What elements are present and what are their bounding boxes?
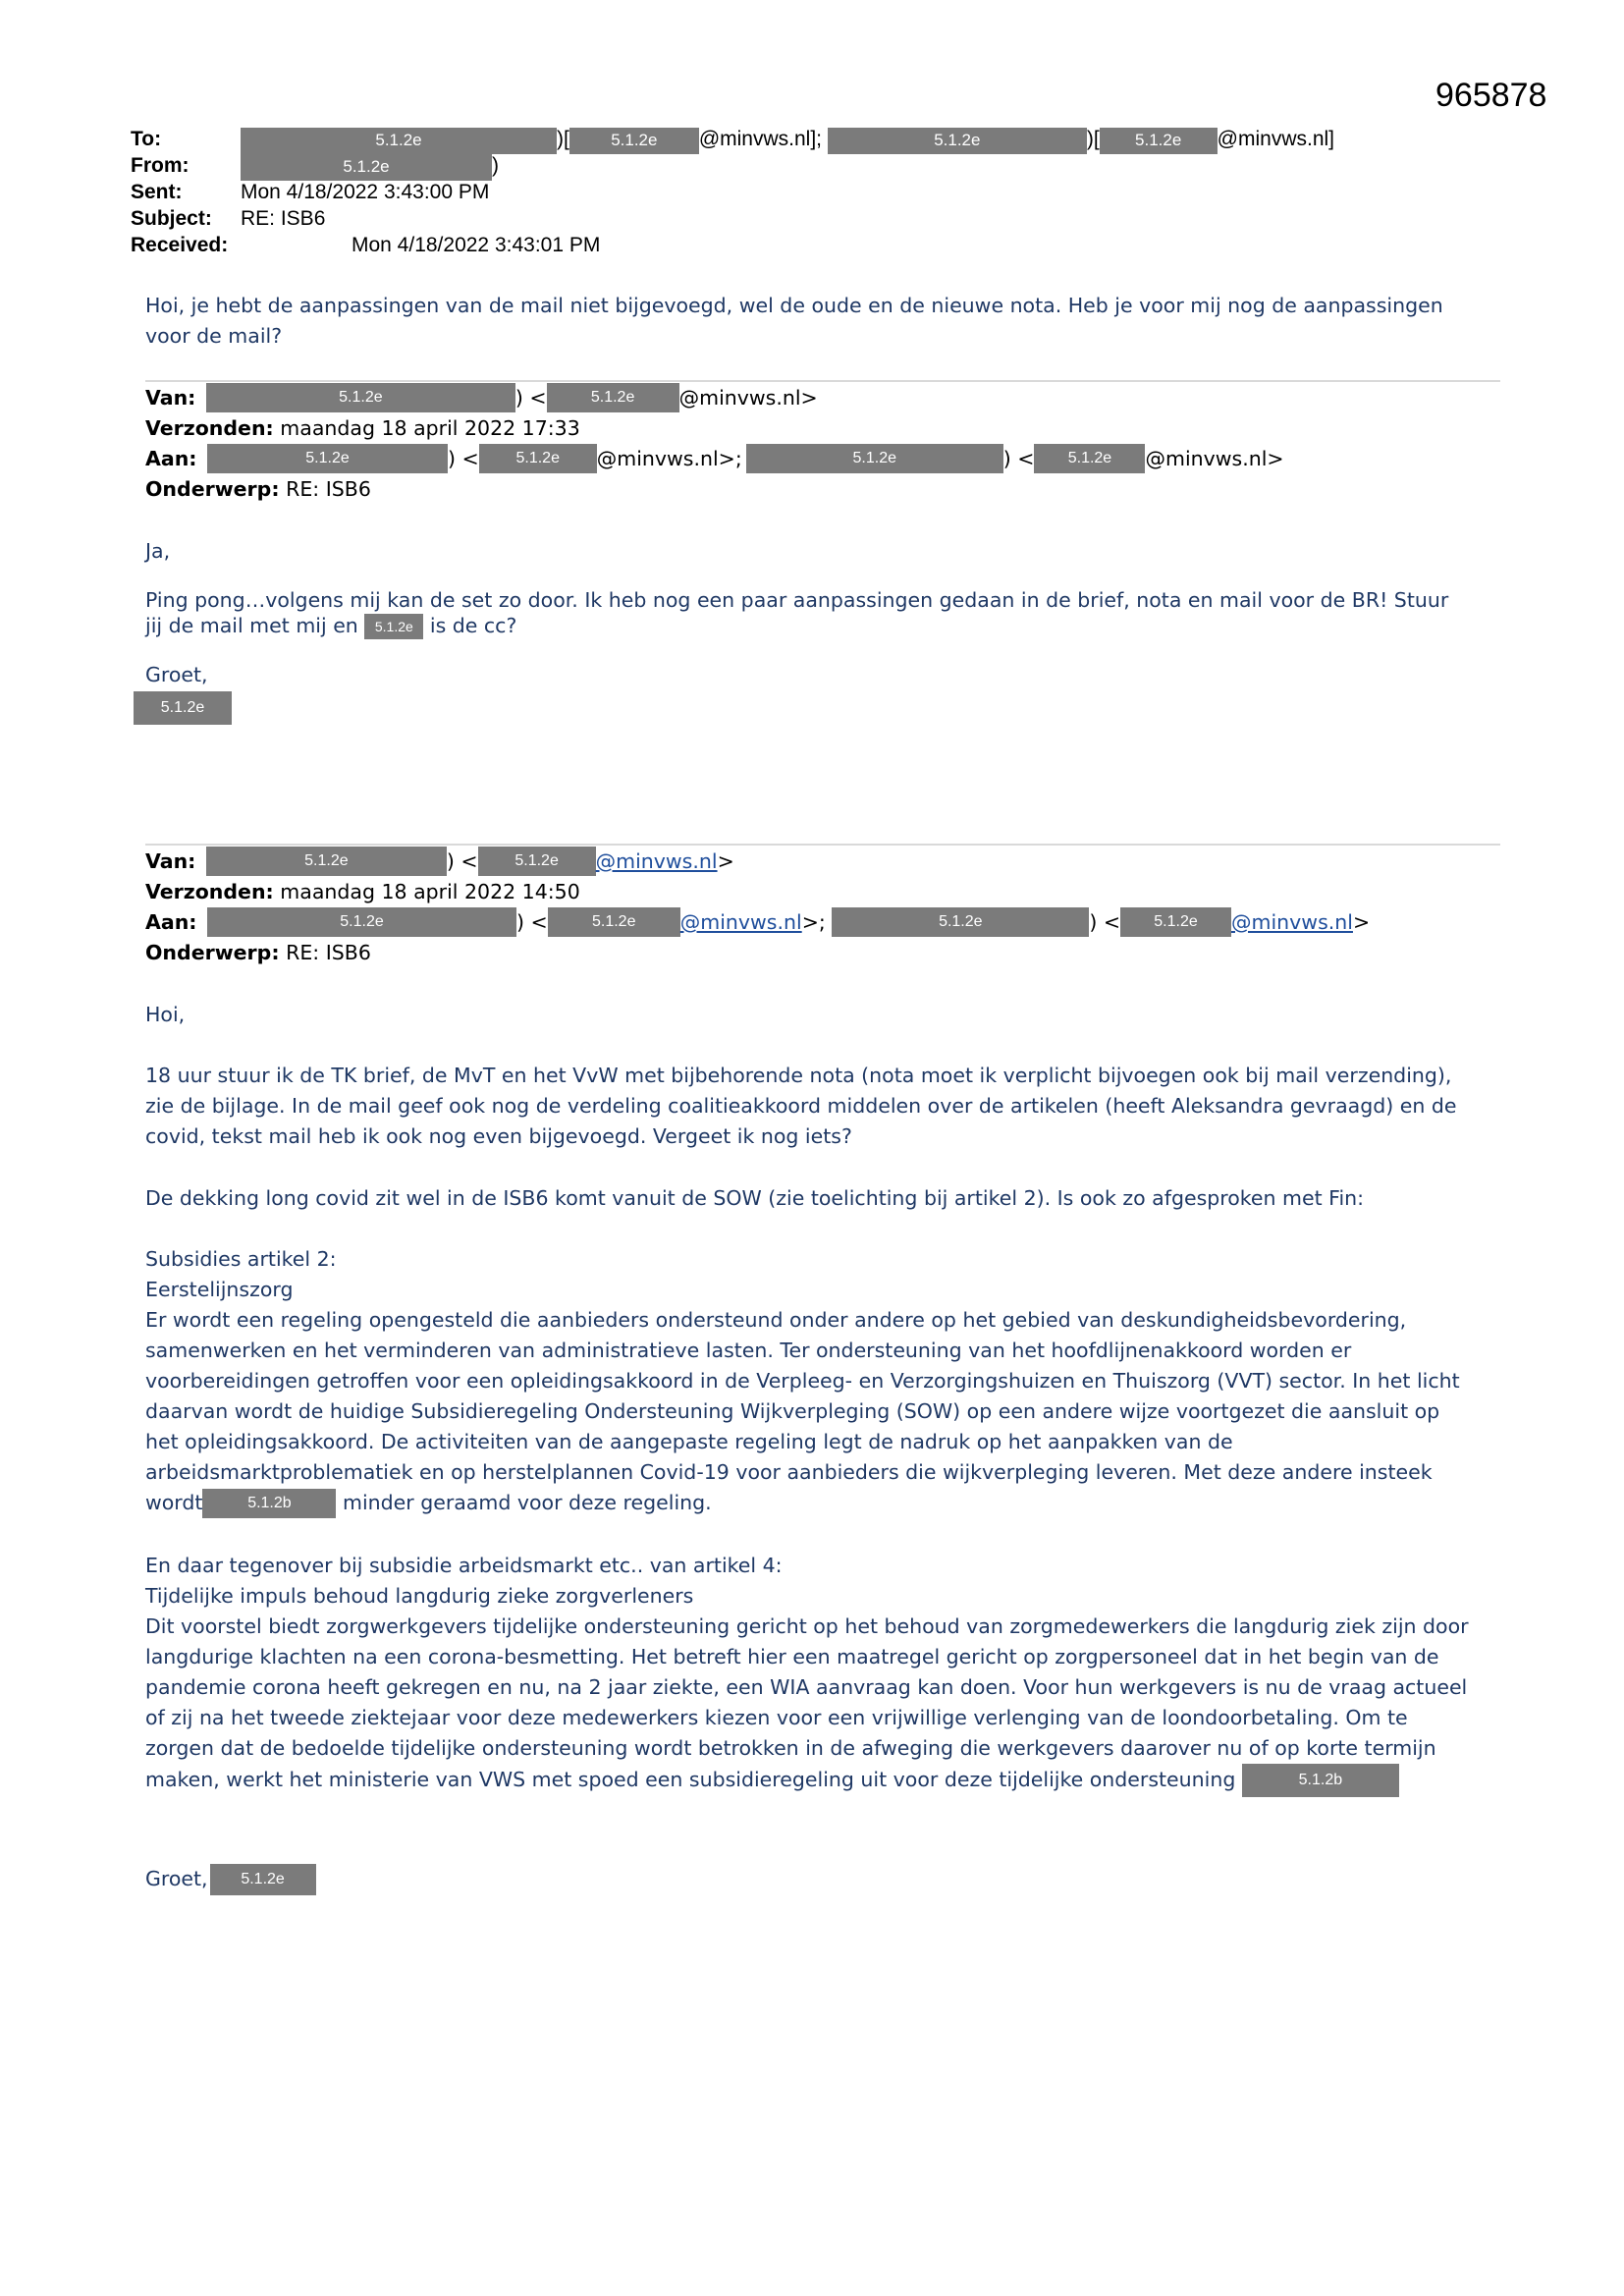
paragraph-line: arbeidsmarktproblematiek en op herstelplannen Covid-19 voor aanbieders die wijkverpleging leveren. Met deze andere insteek [145,1460,1433,1484]
paragraph-2 [145,1183,1500,1214]
redaction-box: 5.1.2e [206,847,447,876]
subsidies-heading: Subsidies artikel 2: [145,1247,337,1271]
impuls-heading: Tijdelijke impuls behoud langdurig zieke zorgverleners [145,1584,694,1608]
email-domain: @minvws.nl>; [596,447,742,470]
onderwerp-row [145,938,1500,968]
redaction-box: 5.1.2e [134,691,232,725]
paragraph-line: voorbereidingen getroffen voor een opleidingsakkoord in de Verpleeg- en Verzorgingshuizen en Thuiszorg (VVT) sector. In het licht [145,1369,1460,1393]
paragraph-line: daarvan wordt de huidige Subsidieregeling Ondersteuning Wijkverpleging (SOW) op een andere wijze voortgezet die aansluit op [145,1399,1440,1423]
divider [145,844,1500,846]
verzonden-row [145,413,1500,444]
message-body [145,660,1500,690]
subject-value: RE: ISB6 [241,207,326,230]
redaction-box: 5.1.2e [569,128,699,154]
paragraph-line: En daar tegenover bij subsidie arbeidsmarkt etc.. van artikel 4: [145,1554,783,1577]
received-value: Mon 4/18/2022 3:43:01 PM [352,234,601,256]
paragraph-line: 18 uur stuur ik de TK brief, de MvT en het VvW met bijbehorende nota (nota moet ik verplicht bijvoegen ook bij mail verzending), [145,1064,1452,1087]
van-label: Van: [145,386,196,410]
onderwerp-label: Onderwerp: [145,941,280,964]
header-sent-row [131,181,1407,207]
paragraph-text: maken, werkt het ministerie van VWS met spoed een subsidieregeling uit voor deze tijdelijke ondersteuning [145,1768,1236,1791]
verzonden-label: Verzonden: [145,880,274,903]
email-link[interactable]: @minvws.nl [595,849,718,873]
message-text: Hoi, je hebt de aanpassingen van de mail niet bijgevoegd, wel de oude en de nieuwe nota. Heb je voor mij nog de aanpassingen voor de mail? [145,294,1443,348]
header-subject-row [131,207,1407,234]
redaction-box: 5.1.2e [478,847,596,876]
message-body [145,1000,1500,1030]
bracket: ) < [516,910,548,934]
verzonden-row [145,877,1500,907]
paragraph-line: of zij na het tweede ziektejaar voor deze medewerkers kiezen voor een vrijwillige verlenging van de loondoorbetaling. Om te [145,1706,1408,1729]
aan-row [145,444,1500,474]
bracket: > [717,849,734,873]
email-link[interactable]: @minvws.nl [1231,910,1353,934]
to-domain: @minvws.nl]; [698,128,822,150]
paragraph-text: minder geraamd voor deze regeling. [342,1491,712,1514]
greeting: Ja, [145,539,171,563]
message-text: Ping pong…volgens mij kan de set zo door. Ik heb nog een paar aanpassingen gedaan in de brief, nota en mail voor de BR! Stuur [145,588,1449,612]
sent-label: Sent: [131,181,183,203]
redaction-box: 5.1.2e [207,907,516,937]
onderwerp-row [145,474,1500,505]
redaction-box: 5.1.2e [547,383,679,412]
message-text: jij de mail met mij en [145,614,358,637]
paragraph-line: De dekking long covid zit wel in de ISB6 komt vanuit de SOW (zie toelichting bij artikel 2). Is ook zo afgesproken met Fin: [145,1186,1365,1210]
bracket: ) < [514,386,547,410]
onderwerp-label: Onderwerp: [145,477,280,501]
bracket: ) < [446,849,478,873]
redaction-box: 5.1.2e [746,444,1003,473]
redaction-box: 5.1.2e [832,907,1089,937]
van-label: Van: [145,849,196,873]
redaction-box: 5.1.2e [241,128,557,154]
paragraph-line: langdurige klachten na een corona-besmetting. Het betreft hier een maatregel gericht op zorgpersoneel dat in het begin van de [145,1645,1439,1668]
from-value [241,154,499,181]
redaction-box: 5.1.2e [241,154,492,181]
paragraph-line: Er wordt een regeling opengesteld die aanbieders ondersteund onder andere op het gebied van deskundigheidsbevordering, [145,1308,1407,1332]
bracket: > [1352,910,1371,934]
email-domain: @minvws.nl> [678,386,818,410]
redaction-box: 5.1.2e [479,444,597,473]
aan-label: Aan: [145,447,197,470]
document-number: 965878 [1435,77,1547,114]
message-body [145,536,1500,567]
van-row [145,383,1500,413]
paragraph-line: pandemie corona heeft gekregen en nu, na 2 jaar ziekte, een WIA aanvraag kan doen. Voor hun werkgevers is nu de vraag actueel [145,1675,1468,1699]
message-body [145,587,1500,639]
to-separator: )[ [1086,128,1100,150]
header-from-row [131,154,1407,181]
paragraph-text: wordt [145,1491,203,1514]
redaction-box: 5.1.2e [207,444,448,473]
from-label: From: [131,154,189,177]
redaction-box: 5.1.2e [828,128,1087,154]
bracket: ) < [1002,447,1035,470]
bracket: ) < [448,447,479,470]
verzonden-value: maandag 18 april 2022 17:33 [280,416,580,440]
paragraph-line: covid, tekst mail heb ik ook nog even bijgevoegd. Vergeet ik nog iets? [145,1124,852,1148]
redaction-box: 5.1.2b [202,1489,336,1518]
aan-row [145,907,1500,938]
redaction-box: 5.1.2e [1034,444,1145,473]
paragraph-line: zorgen dat de bedoelde tijdelijke ondersteuning wordt betrokken in de afweging die werkgevers daarover nu of op korte termijn [145,1736,1436,1760]
verzonden-value: maandag 18 april 2022 14:50 [280,880,580,903]
paragraph-line: samenwerken en het verminderen van administratieve lasten. Ter ondersteuning van het hoofdlijnenakkoord worden er [145,1339,1352,1362]
paragraph-line: zie de bijlage. In de mail geef ook nog de verdeling coalitieakkoord middelen over de artikelen (heeft Aleksandra gevraagd) en de [145,1094,1457,1118]
received-label: Received: [131,234,229,256]
header-to-row [131,128,1407,154]
closing: Groet, [145,1867,208,1890]
greeting: Hoi, [145,1003,186,1026]
eerstelijn-heading: Eerstelijnszorg [145,1278,294,1301]
quoted-header [145,847,1500,968]
email-header [131,128,1407,260]
header-received-row [131,234,1407,260]
verzonden-label: Verzonden: [145,416,274,440]
aan-label: Aan: [145,910,197,934]
bracket: >; [801,910,826,934]
paragraph-1 [145,1061,1500,1152]
redaction-box: 5.1.2e [548,907,680,937]
redaction-box: 5.1.2e [1100,128,1218,154]
message-body [145,291,1481,352]
redaction-box: 5.1.2e [210,1864,316,1895]
message-closing [145,1864,1500,1895]
divider [145,380,1500,382]
email-domain: @minvws.nl> [1145,447,1284,470]
paragraph-line: het opleidingsakkoord. De activiteiten van de aangepaste regeling legt de nadruk op het aanpakken van de [145,1430,1233,1453]
to-value [241,128,1334,154]
onderwerp-value: RE: ISB6 [286,941,371,964]
email-link[interactable]: @minvws.nl [679,910,802,934]
subject-label: Subject: [131,207,212,230]
closing: Groet, [145,663,208,686]
sent-value: Mon 4/18/2022 3:43:00 PM [241,181,490,203]
to-label: To: [131,128,162,150]
onderwerp-value: RE: ISB6 [286,477,371,501]
paragraph-4 [145,1551,1500,1797]
to-separator: )[ [557,128,569,150]
redaction-box: 5.1.2b [1242,1764,1399,1797]
van-row [145,847,1500,877]
quoted-header [145,383,1500,505]
bracket: ) < [1089,910,1121,934]
paragraph-3 [145,1244,1500,1518]
message-text: is de cc? [429,614,517,637]
from-tail: ) [492,154,499,177]
paragraph-line: Dit voorstel biedt zorgwerkgevers tijdelijke ondersteuning gericht op het behoud van zorgmedewerkers die langdurig ziek zijn door [145,1614,1469,1638]
redaction-box: 5.1.2e [206,383,515,412]
to-domain: @minvws.nl] [1217,128,1335,150]
redaction-box: 5.1.2e [1120,907,1231,937]
redaction-box: 5.1.2e [364,614,423,639]
